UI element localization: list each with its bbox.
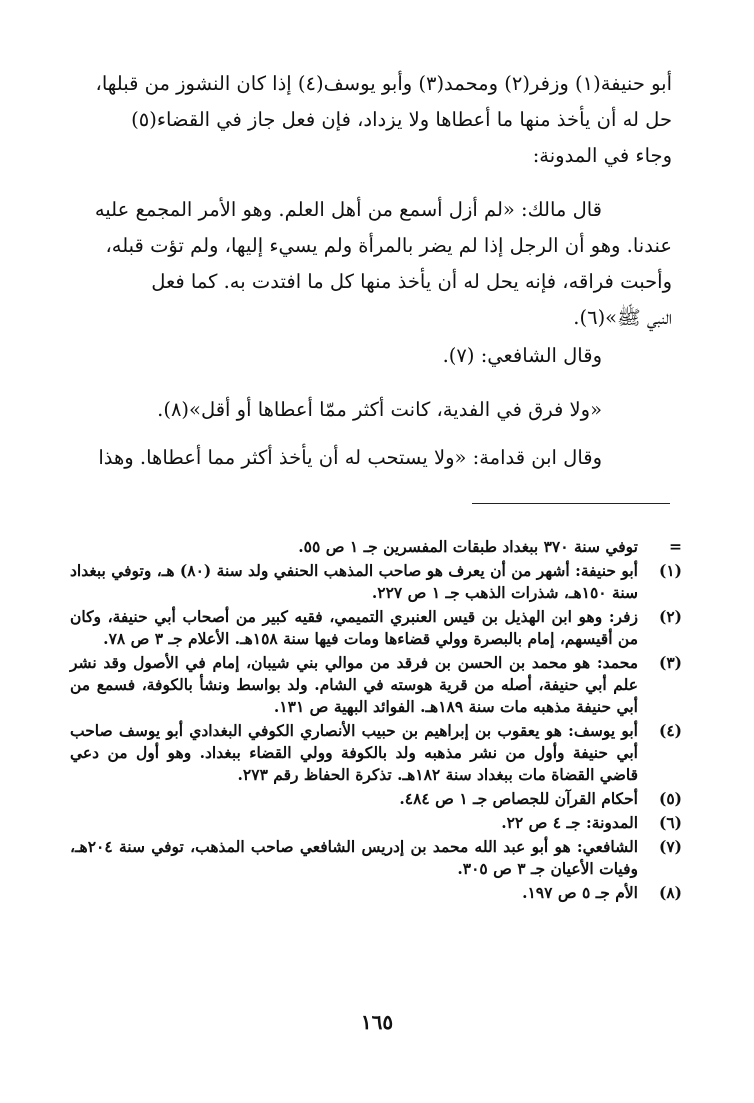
text-line: حل له أن يأخذ منها ما أعطاها ولا يزداد، فإن فعل جاز في القضاء(٥) [131,108,672,131]
footnote [70,882,682,904]
footnote [70,812,682,834]
footnote-text: الأم جـ ٥ ص ١٩٧. [522,883,638,902]
footnote [70,788,682,810]
footnote-number: (٢) [658,607,682,626]
footnote-text: أبو يوسف: هو يعقوب بن إبراهيم بن حبيب الأنصاري الكوفي البغدادي أبو يوسف صاحب أبي حنيفة وأول من نشر مذهبه ولد بالكوفة وولي القضاء ببغداد. وهو أول من دعي قاضي القضاة مات ببغداد سنة ١٨٢هـ. تذكرة الحفاظ رقم ٢٧٣. [70,721,638,784]
footnote-number: (٦) [658,813,682,832]
text-line: وأحبت فراقه، فإنه يحل له أن يأخذ منها كل ما افتدت به. كما فعل [151,270,672,293]
footnote-divider [472,503,670,504]
text-line: وجاء في المدونة: [532,144,672,167]
text-line: وقال ابن قدامة: «ولا يستحب له أن يأخذ أكثر مما أعطاها. وهذا [98,446,602,469]
footnote [70,560,682,604]
paragraph-malik-quote [72,192,672,336]
footnote [70,536,682,558]
footnote-number: (١) [658,561,682,580]
paragraph-shafii [72,338,672,374]
text-line: «ولا فرق في الفدية، كانت أكثر ممّا أعطاها أو أقل»(٨). [157,398,602,421]
footnote-text: المدونة: جـ ٤ ص ٢٢. [501,813,638,832]
footnote-text: توفي سنة ٣٧٠ ببغداد طبقات المفسرين جـ ١ ص ٥٥. [298,537,638,556]
footnote-text: أبو حنيفة: أشهر من أن يعرف هو صاحب المذهب الحنفي ولد سنة (٨٠) هـ، وتوفي ببغداد سنة ١٥٠هـ، شذرات الذهب جـ ١ ص ٢٢٧. [70,561,638,602]
paragraph-hanafi-opinion [72,66,672,174]
footnote-text: أحكام القرآن للجصاص جـ ١ ص ٤٨٤. [399,789,638,808]
text-line: عندنا. وهو أن الرجل إذا لم يضر بالمرأة ولم يسيء إليها، ولم تؤت قبله، [105,234,672,257]
paragraph-shafii-quote [72,392,672,428]
text-line: النبي ﷺ»(٦). [573,306,672,329]
footnote-number: (٥) [658,789,682,808]
footnote [70,652,682,718]
text-line: أبو حنيفة(١) وزفر(٢) ومحمد(٣) وأبو يوسف(٤) إذا كان النشوز من قبلها، [95,72,672,95]
page-number: ١٦٥ [360,1010,394,1034]
footnote-number: (٣) [658,653,682,672]
footnote-number: (٨) [658,883,682,902]
text-line: وقال الشافعي: (٧). [442,344,602,367]
footnote [70,606,682,650]
paragraph-ibn-qudama [72,440,672,476]
footnote [70,836,682,880]
footnote-number: (٧) [658,837,682,856]
text-line: قال مالك: «لم أزل أسمع من أهل العلم. وهو الأمر المجمع عليه [94,198,602,221]
footnote-text: زفر: وهو ابن الهذيل بن قيس العنبري التميمي، فقيه كبير من أصحاب أبي حنيفة، وكان من أقيسهم، إمام بالبصرة وولي قضاءها ومات فيها سنة ١٥٨هـ. الأعلام جـ ٣ ص ٧٨. [70,607,638,648]
footnotes [70,536,682,906]
footnote-text: محمد: هو محمد بن الحسن بن فرقد من موالي بني شيبان، إمام في الأصول وقد نشر علم أبي حنيفة، أصله من قرية هوسته في الشام. ولد بواسط ونشأ بالكوفة، فسمع من أبي حنيفة مذهبه مات سنة ١٨٩هـ. الفوائد البهية ص ١٣١. [70,653,638,716]
footnote-number: = [669,537,682,556]
footnote-text: الشافعي: هو أبو عبد الله محمد بن إدريس الشافعي صاحب المذهب، توفي سنة ٢٠٤هـ، وفيات الأعيان جـ ٣ ص ٣٠٥. [70,837,638,878]
footnote [70,720,682,786]
footnote-number: (٤) [658,721,682,740]
